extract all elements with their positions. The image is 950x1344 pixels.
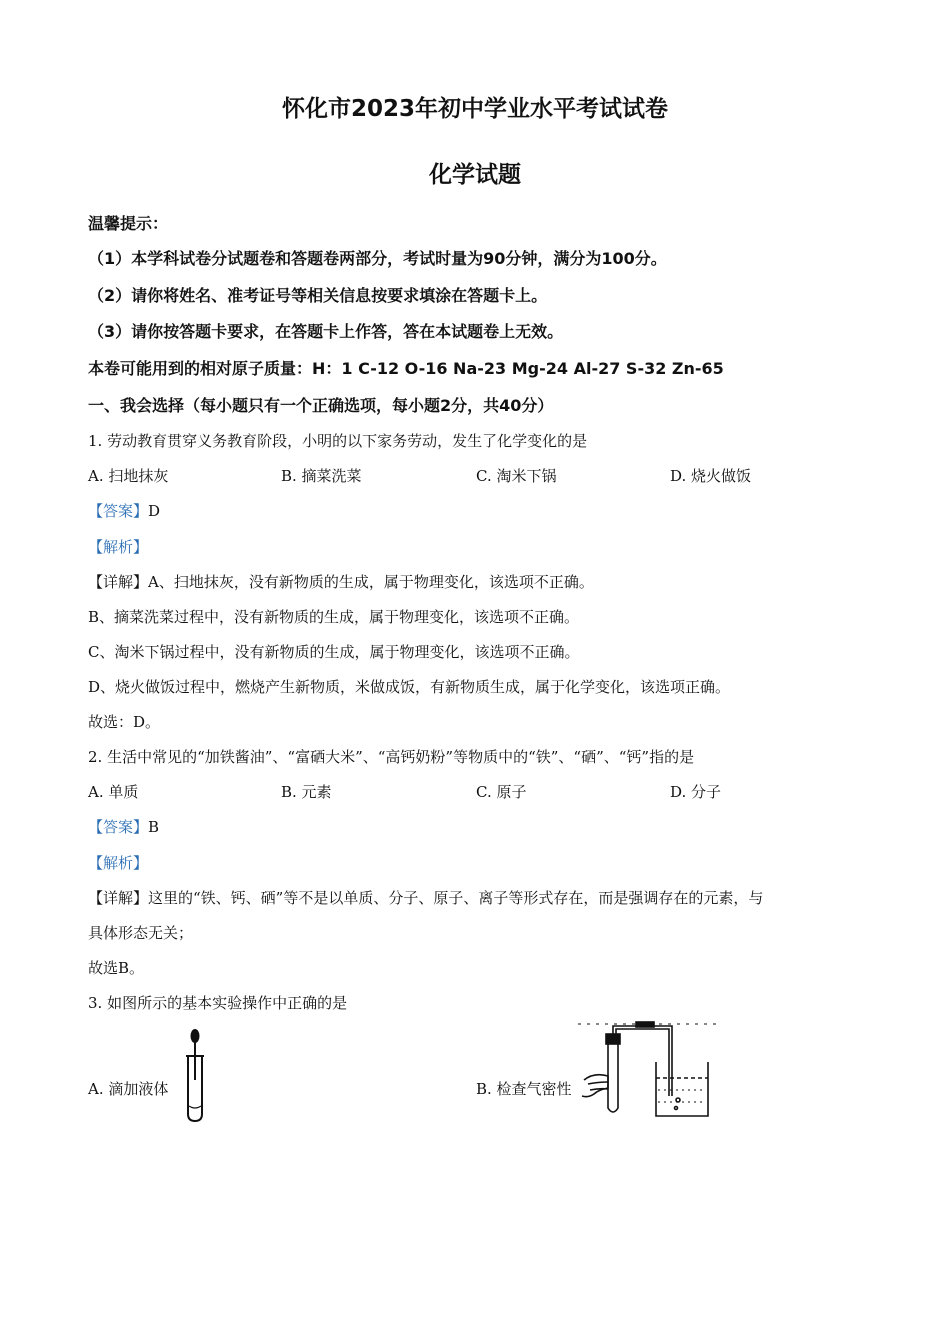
answer-value: D: [148, 502, 161, 520]
question-stem: 1. 劳动教育贯穿义务教育阶段，小明的以下家务劳动，发生了化学变化的是: [88, 432, 588, 450]
answer-line: [88, 816, 159, 837]
detail-line: D、烧火做饭过程中，燃烧产生新物质，米做成饭，有新物质生成，属于化学变化，该选项正确。: [88, 678, 731, 696]
option-d: D. 分子: [670, 783, 722, 801]
option-b: B. 元素: [281, 783, 332, 801]
detail-text: 这里的“铁、钙、硒”等不是以单质、分子、原子、离子等形式存在，而是强调存在的元素，与: [148, 889, 764, 907]
page-subtitle: 化学试题: [429, 162, 521, 188]
answer-line: [88, 500, 160, 521]
tips-heading: 温馨提示：: [88, 214, 169, 233]
tip-item: （2）请你将姓名、准考证号等相关信息按要求填涂在答题卡上。: [88, 286, 548, 305]
answer-tag: 【答案】: [88, 502, 149, 520]
detail-text: A、扫地抹灰，没有新物质的生成，属于物理变化，该选项不正确。: [148, 573, 594, 591]
tip-item: （3）请你按答题卡要求，在答题卡上作答，答在本试题卷上无效。: [88, 322, 564, 341]
option-b: B. 检查气密性: [476, 1080, 572, 1098]
dropper-test-tube-figure: [175, 1028, 215, 1124]
option-d: D. 烧火做饭: [670, 467, 752, 485]
option-b: B. 摘菜洗菜: [281, 467, 362, 485]
question-stem: 2. 生活中常见的“加铁酱油”、“富硒大米”、“高钙奶粉”等物质中的“铁”、“硒”、“钙”指的是: [88, 748, 695, 766]
page-title: 怀化市2023年初中学业水平考试试卷: [281, 96, 668, 122]
detail-line: [88, 571, 594, 592]
answer-value: B: [148, 818, 160, 836]
tip-item: （1）本学科试卷分试题卷和答题卷两部分，考试时量为90分钟，满分为100分。: [88, 249, 667, 268]
detail-tag: 【详解】: [88, 889, 149, 907]
detail-line: [88, 887, 763, 908]
question-stem: 3. 如图所示的基本实验操作中正确的是: [88, 994, 348, 1012]
option-c: C. 原子: [476, 783, 527, 801]
analysis-tag: 【解析】: [88, 854, 149, 872]
detail-line: 故选B。: [88, 959, 145, 977]
detail-line: 故选：D。: [88, 713, 161, 731]
option-a: A. 扫地抹灰: [88, 467, 169, 485]
analysis-tag: 【解析】: [88, 538, 149, 556]
option-a: A. 单质: [88, 783, 139, 801]
section-heading: 一、我会选择（每小题只有一个正确选项，每小题2分，共40分）: [88, 396, 554, 415]
detail-tag: 【详解】: [88, 573, 149, 591]
option-a: A. 滴加液体: [88, 1080, 169, 1098]
answer-tag: 【答案】: [88, 818, 149, 836]
airtightness-check-figure: [578, 1018, 718, 1122]
detail-line: C、淘米下锅过程中，没有新物质的生成，属于物理变化，该选项不正确。: [88, 643, 580, 661]
atomic-mass-line: 本卷可能用到的相对原子质量：H：1 C-12 O-16 Na-23 Mg-24 Al-27 S-32 Zn-65: [88, 359, 724, 378]
option-c: C. 淘米下锅: [476, 467, 557, 485]
detail-line: 具体形态无关；: [88, 924, 194, 942]
detail-line: B、摘菜洗菜过程中，没有新物质的生成，属于物理变化，该选项不正确。: [88, 608, 580, 626]
